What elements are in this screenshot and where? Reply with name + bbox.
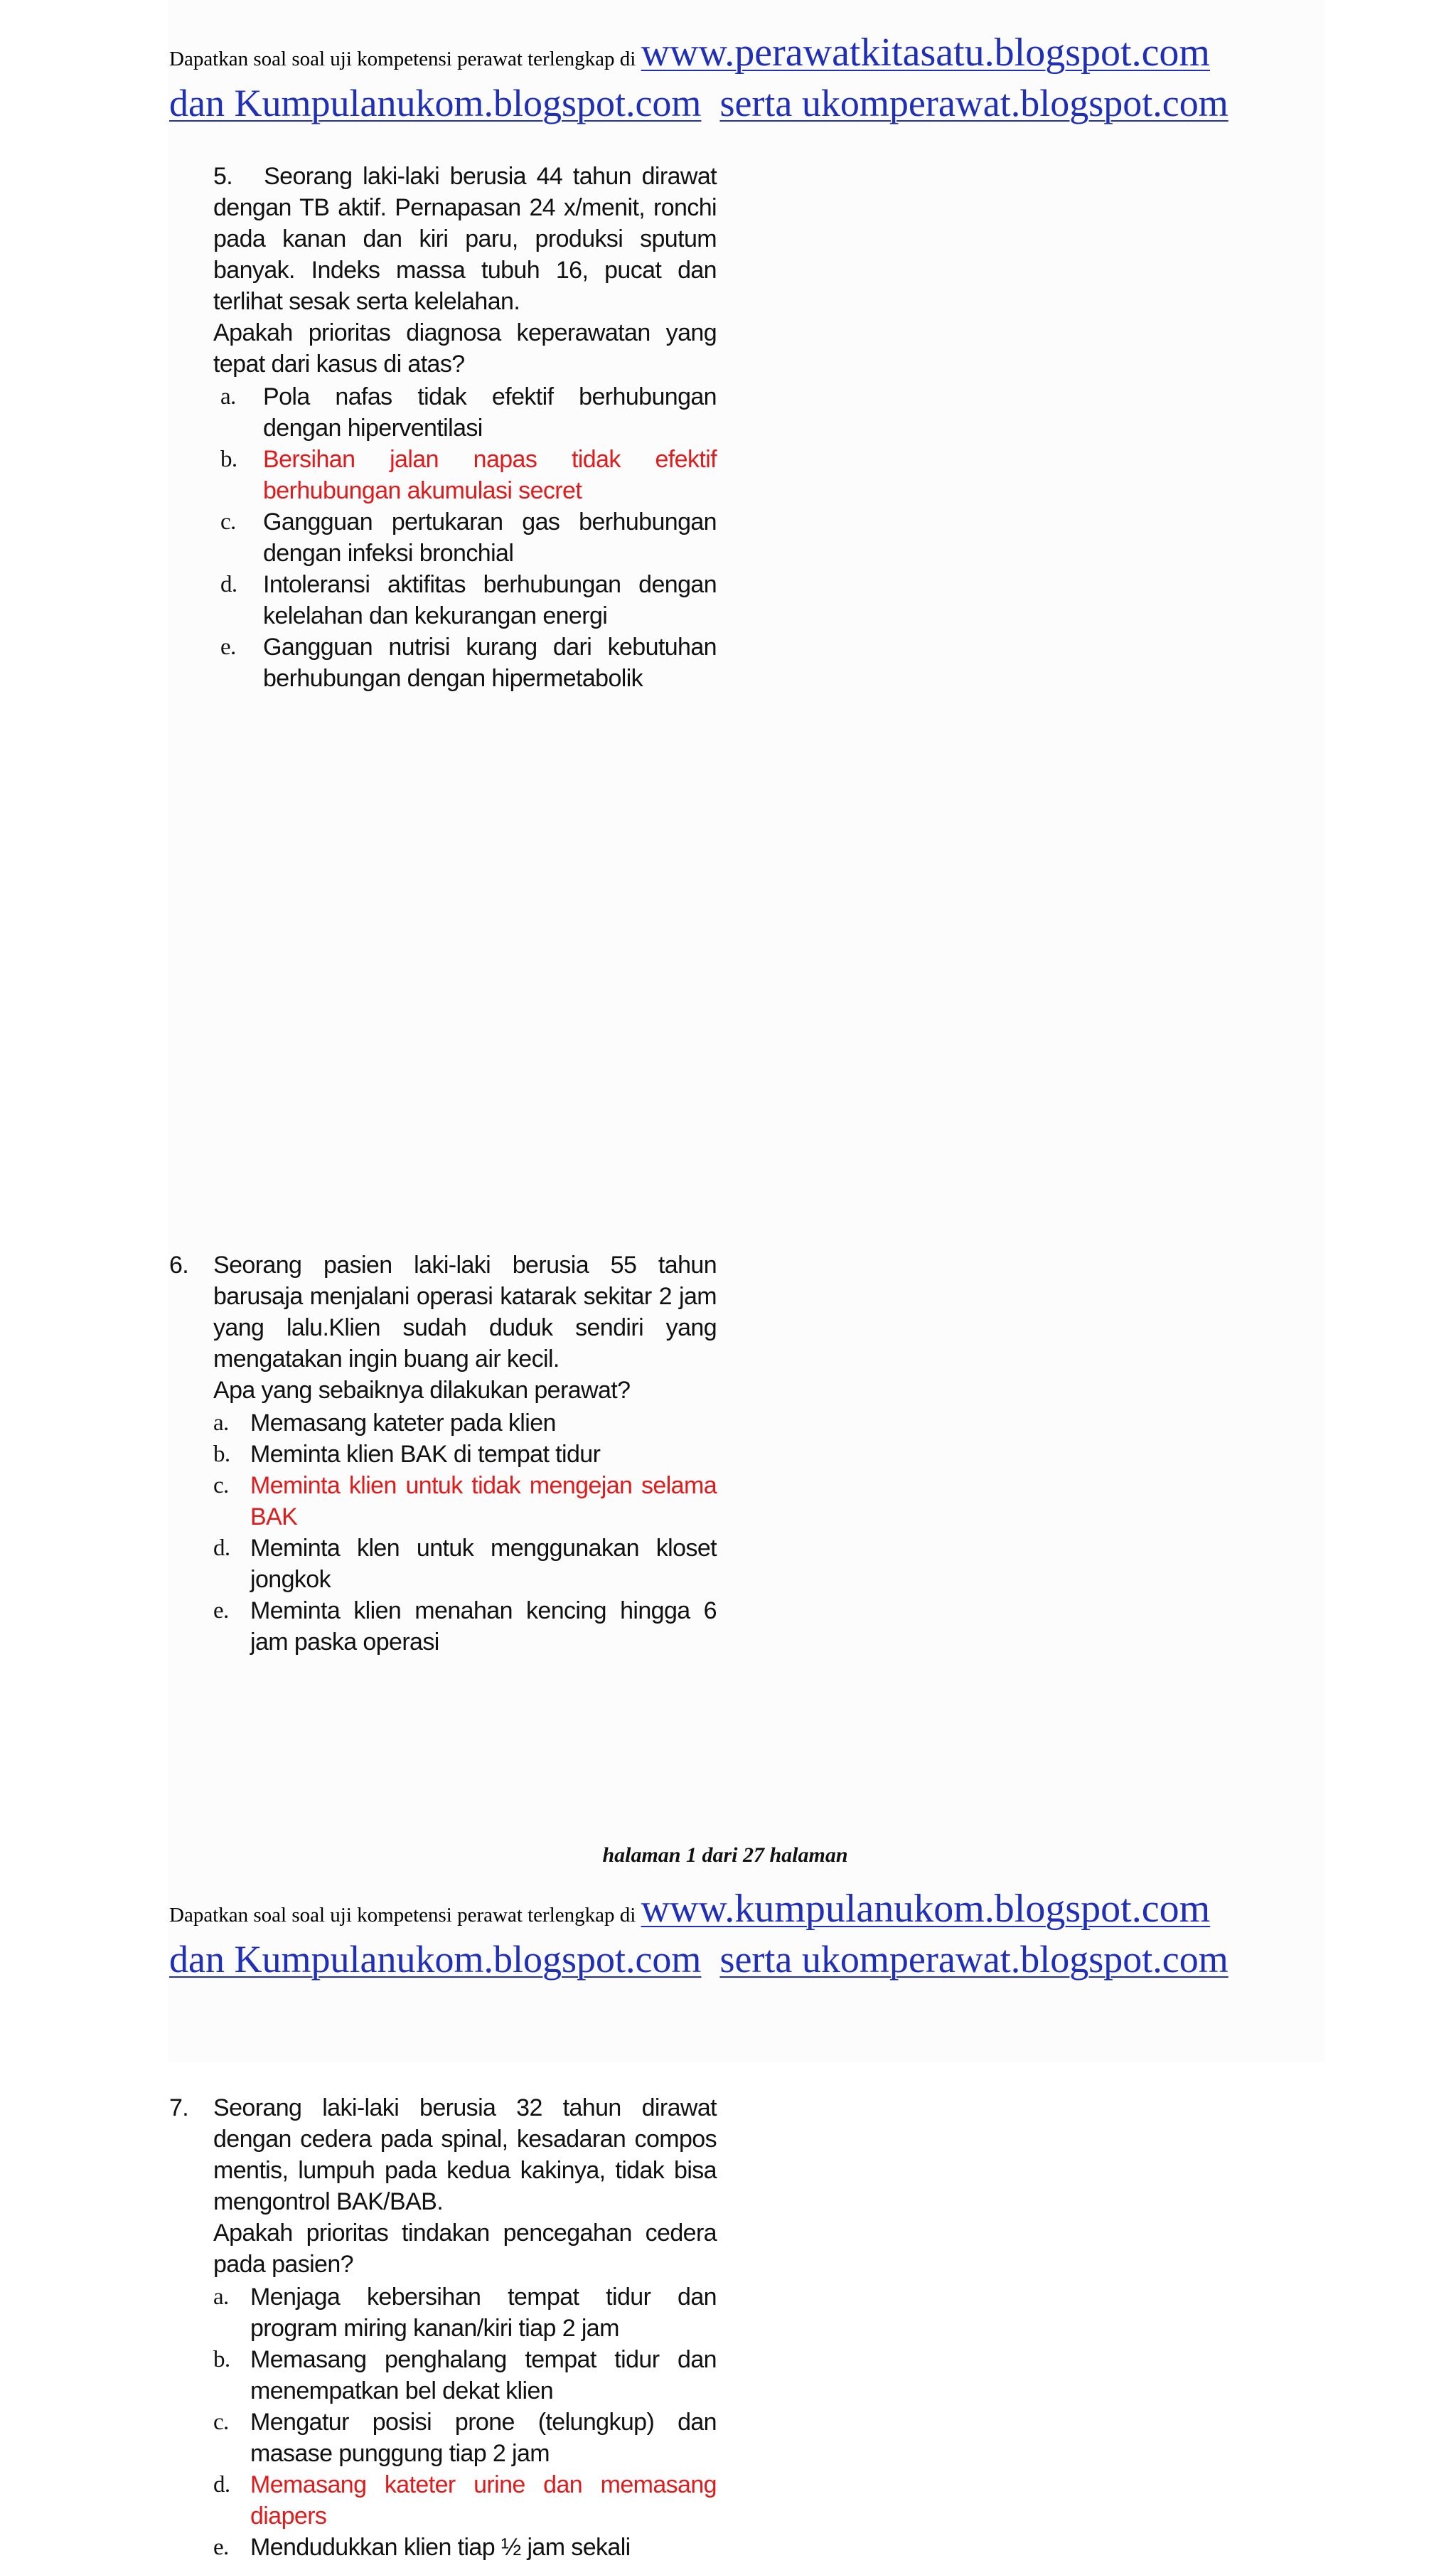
header-intro-text: Dapatkan soal soal uji kompetensi perawat terlengkap di — [169, 48, 636, 70]
option-b-answer[interactable]: b. Bersihan jalan napas tidak efektif berhubungan akumulasi secret — [220, 446, 717, 504]
question-5 — [169, 161, 717, 694]
option-c[interactable]: c. Mengatur posisi prone (telungkup) dan masase punggung tiap 2 jam — [213, 2409, 717, 2467]
question-prompt: Apakah prioritas tindakan pencegahan cedera pada pasien? — [213, 2220, 717, 2278]
page-indicator: halaman 1 dari 27 halaman — [602, 1843, 848, 1867]
question-7 — [169, 2092, 717, 2563]
option-c[interactable]: c. Gangguan pertukaran gas berhubungan dengan infeksi bronchial — [220, 508, 717, 567]
header-link-perawatkitasatu[interactable]: www.perawatkitasatu.blogspot.com — [641, 31, 1210, 75]
footer-intro-text: Dapatkan soal soal uji kompetensi perawat terlengkap di — [169, 1904, 636, 1927]
question-stem: Seorang laki-laki berusia 32 tahun dirawat dengan cedera pada spinal, kesadaran compos mentis, lumpuh pada kedua kakinya, tidak bisa mengontrol BAK/BAB. — [213, 2094, 717, 2215]
option-d[interactable]: d. Intoleransi aktifitas berhubungan dengan kelelahan dan kekurangan energi — [220, 571, 717, 629]
header-link-ukomperawat[interactable]: serta ukomperawat.blogspot.com — [719, 82, 1228, 124]
question-6 — [169, 1249, 717, 1658]
question-number: 5. — [213, 163, 233, 190]
question-prompt: Apakah prioritas diagnosa keperawatan yang tepat dari kasus di atas? — [213, 319, 717, 378]
footer-link-ukomperawat[interactable]: serta ukomperawat.blogspot.com — [719, 1938, 1228, 1981]
option-d-answer[interactable]: d. Memasang kateter urine dan memasang diapers — [213, 2471, 717, 2530]
option-a[interactable]: a. Pola nafas tidak efektif berhubungan dengan hiperventilasi — [220, 383, 717, 442]
header-link-kumpulanukom[interactable]: dan Kumpulanukom.blogspot.com — [169, 82, 702, 124]
option-e[interactable]: e. Meminta klien menahan kencing hingga 6 jam paska operasi — [213, 1597, 717, 1656]
footer-link-kumpulanukom-www[interactable]: www.kumpulanukom.blogspot.com — [641, 1887, 1211, 1931]
option-e[interactable]: e. Gangguan nutrisi kurang dari kebutuhan berhubungan dengan hipermetabolik — [220, 634, 717, 692]
question-number: 6. — [169, 1252, 189, 1279]
option-list — [213, 1407, 717, 1658]
footer-link-kumpulanukom[interactable]: dan Kumpulanukom.blogspot.com — [169, 1938, 702, 1981]
question-prompt: Apa yang sebaiknya dilakukan perawat? — [213, 1377, 631, 1404]
option-a[interactable]: a. Memasang kateter pada klien — [213, 1410, 556, 1437]
option-b[interactable]: b. Meminta klien BAK di tempat tidur — [213, 1441, 601, 1468]
question-stem: 5. Seorang laki-laki berusia 44 tahun dirawat dengan TB aktif. Pernapasan 24 x/menit, ronchi pada kanan dan kiri paru, produksi sputum banyak. Indeks massa tubuh 16, pucat dan terlihat sesak serta kelelahan. — [213, 163, 717, 315]
option-list — [213, 2281, 717, 2563]
header-promo — [169, 31, 1371, 126]
question-number: 7. — [169, 2094, 189, 2121]
option-e[interactable]: e. Mendudukkan klien tiap ½ jam sekali — [213, 2534, 631, 2561]
option-a[interactable]: a. Menjaga kebersihan tempat tidur dan program miring kanan/kiri tiap 2 jam — [213, 2284, 717, 2342]
option-d[interactable]: d. Meminta klen untuk menggunakan kloset jongkok — [213, 1535, 717, 1593]
footer-promo — [169, 1887, 1371, 1982]
option-b[interactable]: b. Memasang penghalang tempat tidur dan menempatkan bel dekat klien — [213, 2346, 717, 2404]
option-list — [213, 381, 717, 694]
option-c-answer[interactable]: c. Meminta klien untuk tidak mengejan selama BAK — [213, 1472, 717, 1530]
question-stem: Seorang pasien laki-laki berusia 55 tahun barusaja menjalani operasi katarak sekitar 2 jam yang lalu.Klien sudah duduk sendiri yang mengatakan ingin buang air kecil. — [213, 1252, 717, 1373]
